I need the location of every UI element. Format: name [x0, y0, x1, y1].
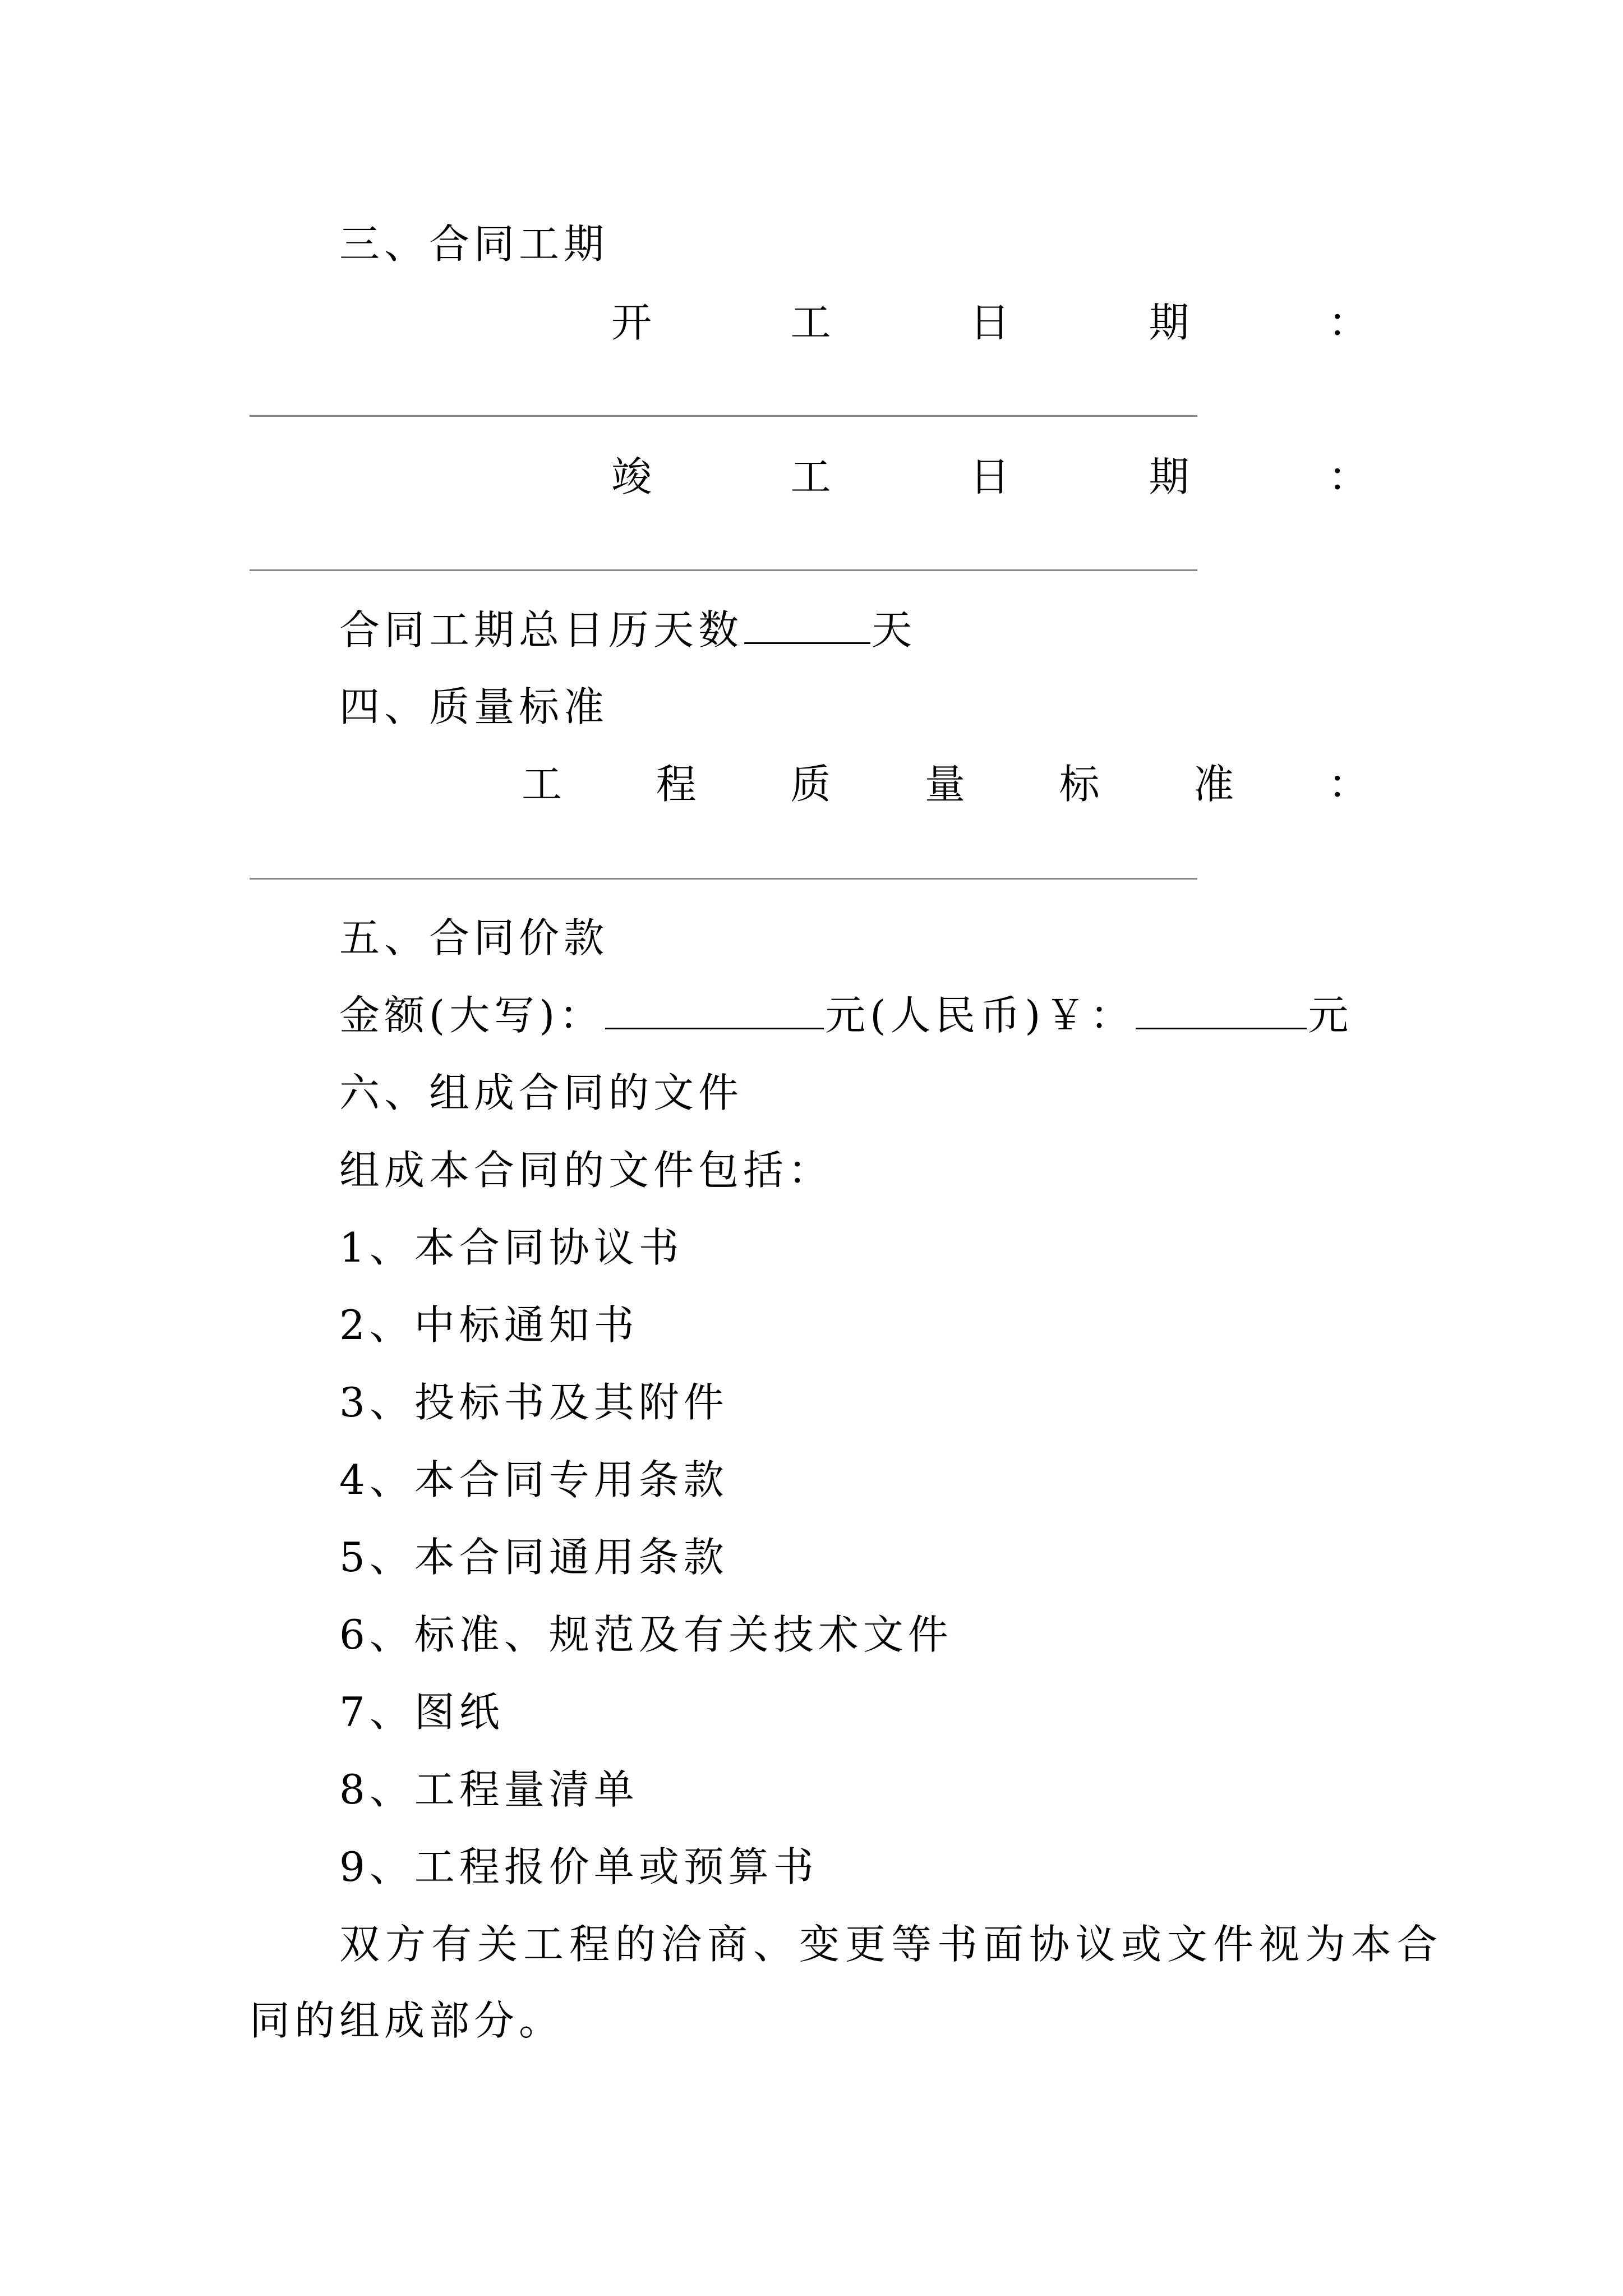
end-date-field[interactable]: [250, 569, 1197, 571]
list-item: 4、本合同专用条款: [339, 1456, 728, 1503]
list-item: 5、本合同通用条款: [339, 1534, 728, 1581]
section-3-heading: 三、合同工期: [339, 220, 609, 268]
quality-standard-label: 工 程 质 量 标 准 ：: [522, 761, 1368, 808]
list-item: 7、图纸: [339, 1688, 504, 1736]
total-days-field[interactable]: [744, 608, 870, 644]
quality-standard-field[interactable]: [250, 878, 1197, 880]
section-4-heading: 四、质量标准: [339, 683, 609, 730]
list-item: 8、工程量清单: [339, 1766, 639, 1813]
closing-paragraph-line-2: 同的组成部分。: [250, 1997, 564, 2044]
amount-line: 金额(大写)： 元(人民币)￥： 元: [339, 992, 1353, 1039]
start-date-field[interactable]: [250, 415, 1197, 417]
start-date-label: 开 工 日 期 ：: [611, 299, 1368, 346]
closing-paragraph-line-1: 双方有关工程的洽商、变更等书面协议或文件视为本合: [339, 1921, 1444, 1968]
section-6-heading: 六、组成合同的文件: [339, 1069, 744, 1116]
list-item: 1、本合同协议书: [339, 1224, 684, 1271]
total-days-line: 合同工期总日历天数 天: [339, 606, 917, 654]
section-5-heading: 五、合同价款: [339, 914, 609, 961]
documents-intro: 组成本合同的文件包括：: [339, 1147, 833, 1194]
list-item: 2、中标通知书: [339, 1301, 639, 1349]
list-item: 9、工程报价单或预算书: [339, 1843, 818, 1890]
list-item: 3、投标书及其附件: [339, 1379, 728, 1426]
amount-rmb-field[interactable]: [1136, 993, 1307, 1029]
amount-uppercase-field[interactable]: [605, 993, 824, 1029]
list-item: 6、标准、规范及有关技术文件: [339, 1611, 953, 1658]
end-date-label: 竣 工 日 期 ：: [611, 453, 1368, 500]
